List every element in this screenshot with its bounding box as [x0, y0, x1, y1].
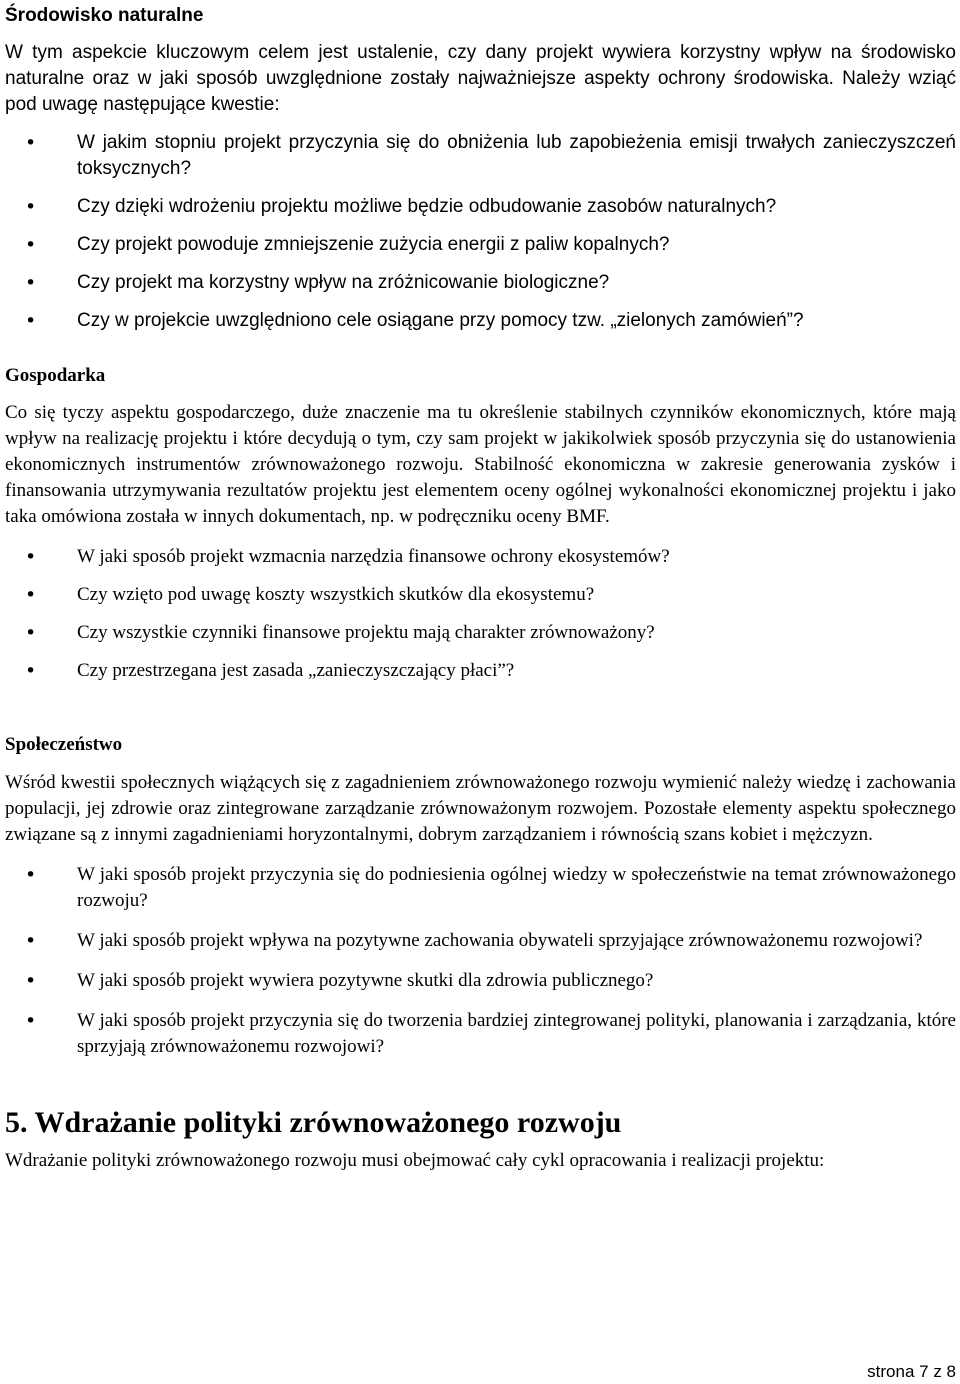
bullet-list-economy [5, 544, 956, 684]
list-item: • W jaki sposób projekt przyczynia się do tworzenia bardziej zintegrowanej polityki, planowania i zarządzania, które sprzyjają zrównoważonemu rozwojowi? [5, 1008, 956, 1060]
list-item: • W jaki sposób projekt wpływa na pozytywne zachowania obywateli sprzyjające zrównoważonemu rozwojowi? [5, 928, 956, 954]
list-item: • W jaki sposób projekt przyczynia się do podniesienia ogólnej wiedzy w społeczeństwie na temat zrównoważonego rozwoju? [5, 862, 956, 914]
list-item: • Czy projekt ma korzystny wpływ na zróżnicowanie biologiczne? [5, 270, 956, 296]
section-heading-environment: Środowisko naturalne [5, 5, 204, 26]
section-heading-economy: Gospodarka [5, 365, 106, 386]
section-intro-economy: Co się tyczy aspektu gospodarczego, duże znaczenie ma tu określenie stabilnych czynników ekonomicznych, które mają wpływ na realizację projektu i które decydują o tym, czy sam projekt w jakikolwiek sposób przyczynia się do ustanowienia ekonomicznych instrumentów zrównoważonego rozwoju. Stabilność ekonomiczna w zakresie generowania zysków i finansowania utrzymywania rezultatów projektu jest elementem oceny ogólnej wykonalności ekonomicznej projektu i jako taka omówiona została w innych dokumentach, np. w podręczniku oceny BMF. [5, 402, 956, 527]
list-item: • Czy przestrzegana jest zasada „zanieczyszczający płaci”? [5, 658, 956, 684]
bullet-list-society [5, 862, 956, 1060]
list-item: • Czy wzięto pod uwagę koszty wszystkich skutków dla ekosystemu? [5, 582, 956, 608]
list-item: • Czy projekt powoduje zmniejszenie zużycia energii z paliw kopalnych? [5, 232, 956, 258]
section-intro-society: Wśród kwestii społecznych wiążących się z zagadnieniem zrównoważonego rozwoju wymienić należy wiedzę i zachowania populacji, jej zdrowie oraz zintegrowane zarządzanie zrównoważonym rozwojem. Pozostałe elementy aspektu społecznego związane są z innymi zagadnieniami horyzontalnymi, dobrym zarządzaniem i równością szans kobiet i mężczyzn. [5, 772, 956, 845]
document-page [5, 3, 956, 1174]
list-item: • Czy wszystkie czynniki finansowe projektu mają charakter zrównoważony? [5, 620, 956, 646]
list-item: • W jaki sposób projekt wzmacnia narzędzia finansowe ochrony ekosystemów? [5, 544, 956, 570]
section-heading-society: Społeczeństwo [5, 734, 123, 755]
list-item: • Czy dzięki wdrożeniu projektu możliwe będzie odbudowanie zasobów naturalnych? [5, 194, 956, 220]
list-item: • W jakim stopniu projekt przyczynia się do obniżenia lub zapobieżenia emisji trwałych zanieczyszczeń toksycznych? [5, 130, 956, 182]
chapter-intro: Wdrażanie polityki zrównoważonego rozwoju musi obejmować cały cykl opracowania i realizacji projektu: [5, 1150, 825, 1171]
list-item: • W jaki sposób projekt wywiera pozytywne skutki dla zdrowia publicznego? [5, 968, 956, 994]
bullet-list-environment [5, 130, 956, 334]
chapter-heading: 5. Wdrażanie polityki zrównoważonego rozwoju [5, 1106, 622, 1139]
page-number: strona 7 z 8 [867, 1362, 956, 1381]
list-item: • Czy w projekcie uwzględniono cele osiągane przy pomocy tzw. „zielonych zamówień”? [5, 308, 956, 334]
section-intro-environment: W tym aspekcie kluczowym celem jest ustalenie, czy dany projekt wywiera korzystny wpływ na środowisko naturalne oraz w jaki sposób uwzględnione zostały najważniejsze aspekty ochrony środowiska. Należy wziąć pod uwagę następujące kwestie: [5, 42, 956, 115]
